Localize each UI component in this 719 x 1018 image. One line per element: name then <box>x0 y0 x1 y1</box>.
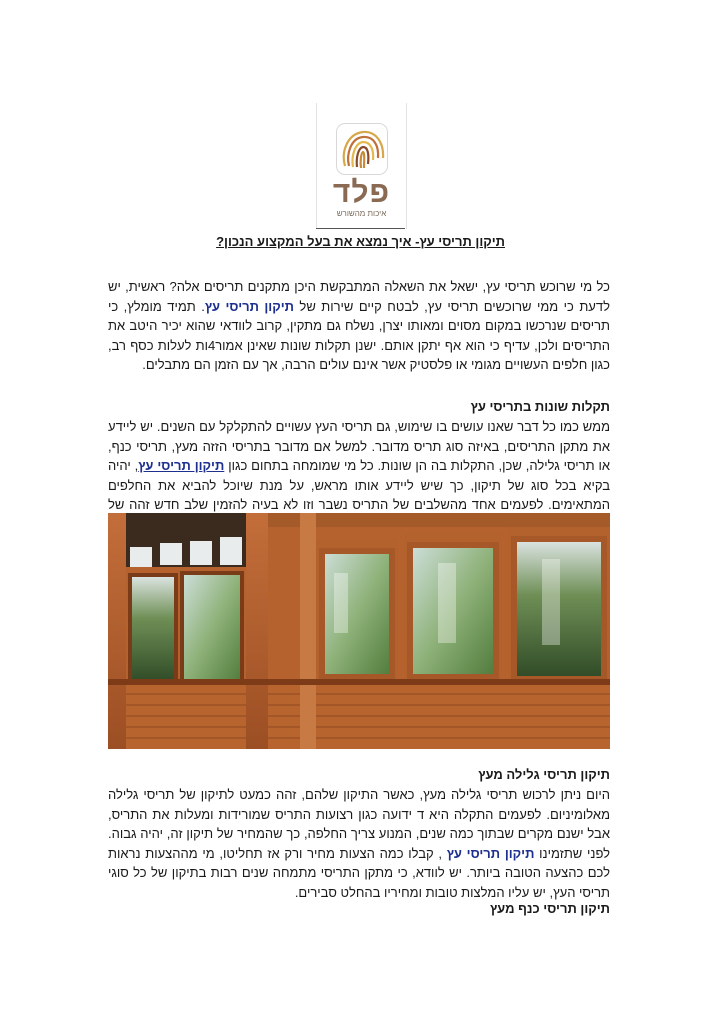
brand-tagline: איכות מהשורש <box>336 209 387 218</box>
text-run: , יהיה בקיא בכל סוג של תיקון, כך שיש ליידע אותו מראש, על מנת שיוכל להביא את החלפים המתאימים. לפעמים אחד מהשלבים של התריס נשבר וזו לא בעיה להזמין שלב חדש זהה של <box>108 458 610 512</box>
brand-logo <box>316 103 407 229</box>
section-heading: תיקון תריסי כנף מעץ <box>490 901 610 916</box>
section-heading: תיקון תריסי גלילה מעץ <box>478 767 610 782</box>
text-run: , קבלו כמה הצעות מחיר ורק אז תחליטו, מי מההצעות נראות לכם כהצעה הטובה ביותר. יש לוודא, כי מתקן התריסי מתמחה שנים רבות בתיקון של כל סוגי תריסי העץ, יש עליו המלצות טובות ומחיריו בהחלט סבירים. <box>108 845 610 900</box>
fingerprint-icon <box>336 123 388 175</box>
text-run: כל מי שרוכש תריסי עץ, ישאל את השאלה המתבקשת היכן מתקנים תריסים אלה? ראשית, יש לדעת כי ממי שרוכשים תריסי עץ, לבטח קיים שירות של <box>108 279 610 314</box>
text-run: . תמיד מומלץ, כי תריסים שנרכשו במקום מסוים ומאותו יצרן, נשלח גם מתקין, קרוב לוודאי שהוא יכיר היטב את התריסים ולכן, עדיף כי הוא אף יתקן אותם. ישנן תקלות שונות שאינן אמור4ות לעלות כסף רב, כגון חלפים העשויים מגומי או פלסטיק אשר אינם עולים הרבה, אך עם הזמן הם מתבלים. <box>108 298 610 372</box>
logo-divider <box>316 228 405 229</box>
brand-name: פלד <box>332 176 391 209</box>
text-run: ממש כמו כל דבר שאנו עושים בו שימוש, גם תריסי העץ עשויים להתקלקל עם השנים. יש ליידע את מתקן התריסים, באיזה סוג תריס מדובר. למשל אם מדובר בתריסי הזזה מעץ, תריסי כנף, או תריסי גלילה, שכן, התקלות בה הן שונות. כל מי שמומחה בתחום כגון <box>108 419 610 473</box>
keyword-link[interactable]: תיקון תריסי עץ <box>204 298 294 314</box>
keyword-link[interactable]: תיקון תריסי עץ <box>138 458 225 473</box>
intro-paragraph <box>108 277 610 375</box>
text-run: היום ניתן לרכוש תריסי גלילה מעץ, כאשר התיקון שלהם, זהה כמעט לתיקון של תריסי גלילה מאלומיניום. לפעמים התקלה היא ד ידועה כגון רצועות התריס שמורידות ומעלות את התריס, אבל ישנם מקרים שבתוך כמה שנים, המנוע צריך החלפה, כך שהמחיר של תיקון זה, יהיה גבוה. לפני שתזמינו <box>108 787 610 861</box>
section-paragraph <box>108 785 610 902</box>
article-title: תיקון תריסי עץ- איך נמצא את בעל המקצוע הנכון? <box>216 234 505 249</box>
keyword-link[interactable]: תיקון תריסי עץ <box>446 845 535 861</box>
wooden-windows-photo <box>108 513 610 749</box>
section-heading: תקלות שונות בתריסי עץ <box>470 399 610 414</box>
